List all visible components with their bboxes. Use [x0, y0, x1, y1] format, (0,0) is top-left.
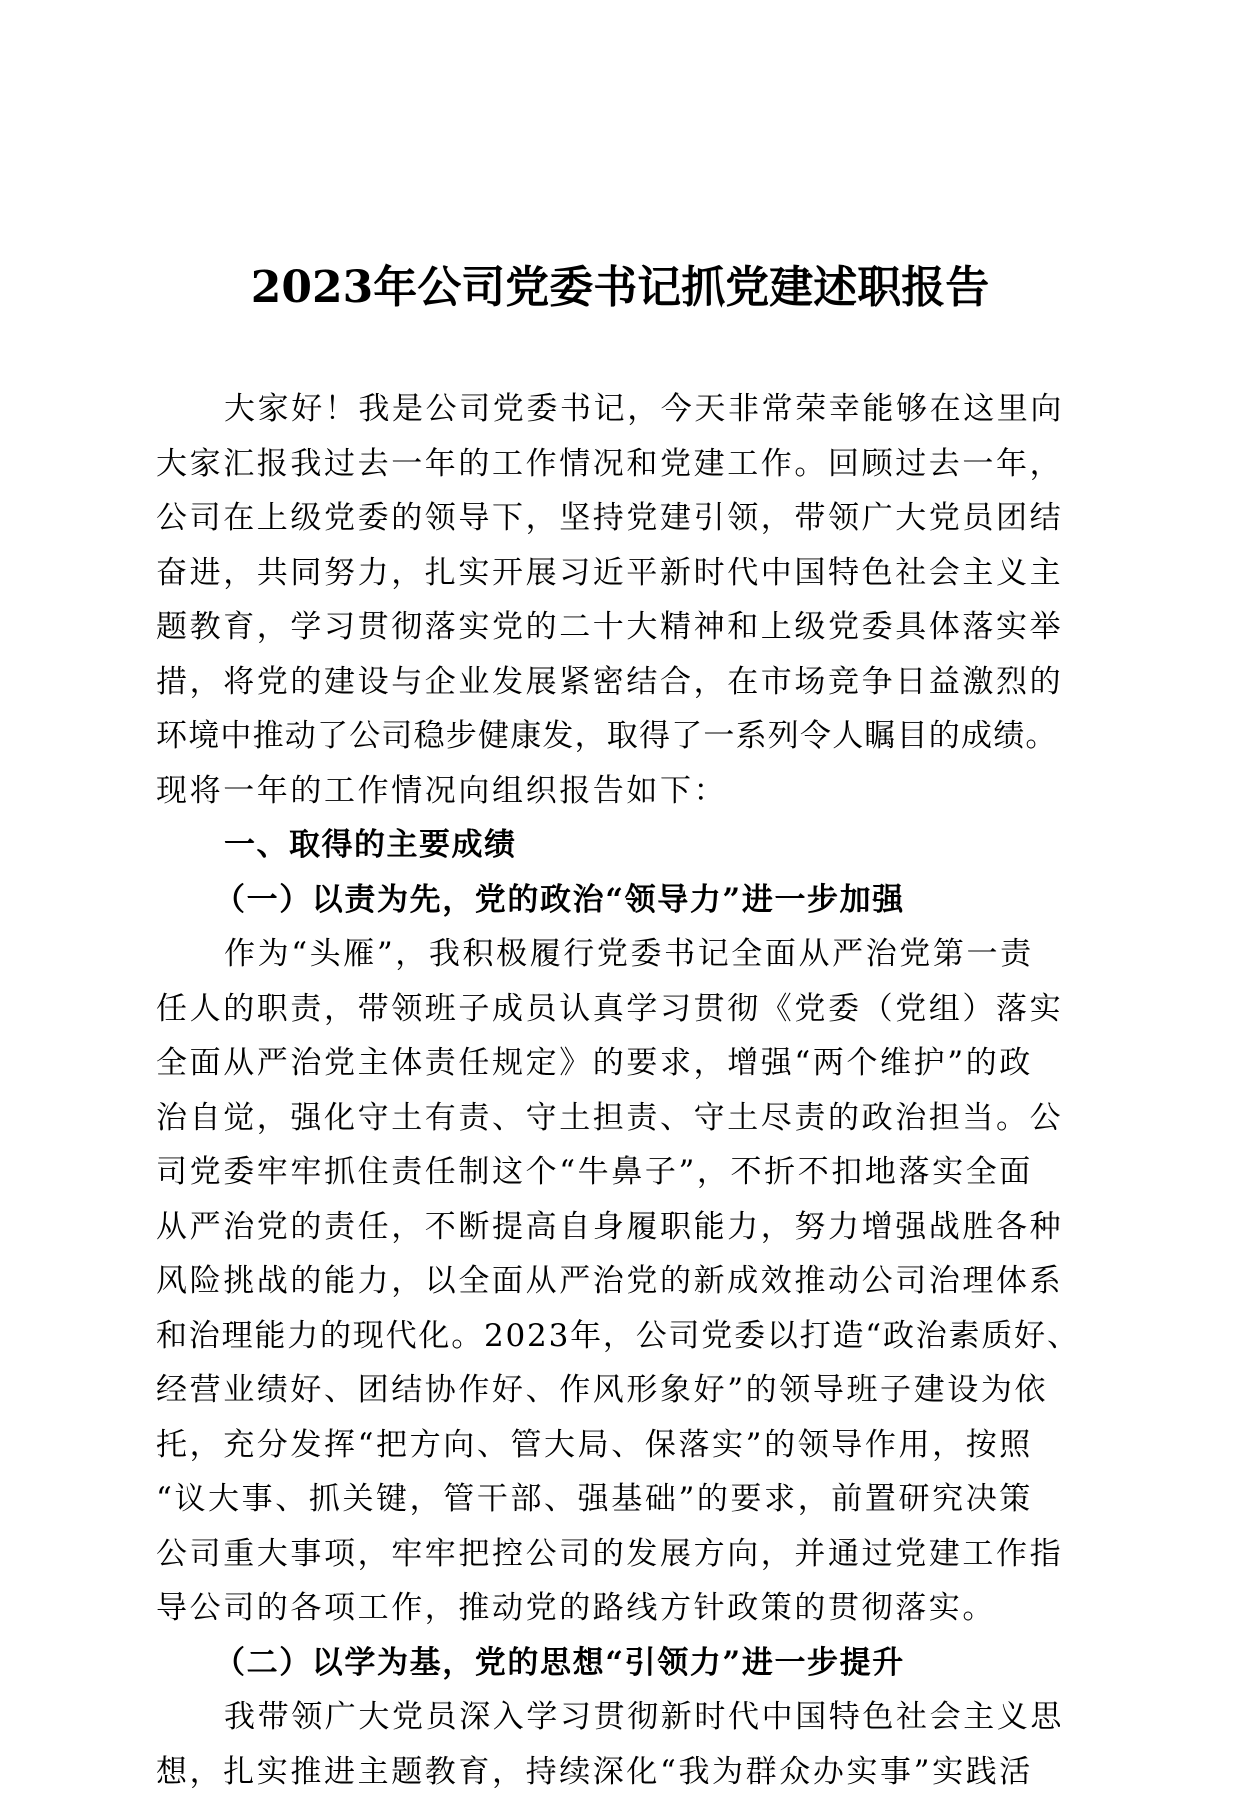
paragraph-line: 导公司的各项工作，推动党的路线方针政策的贯彻落实。 [156, 1581, 1086, 1636]
paragraph-line: 想，扎实推进主题教育，持续深化“我为群众办实事”实践活 [156, 1745, 1086, 1799]
paragraph-line: “议大事、抓关键，管干部、强基础”的要求，前置研究决策 [156, 1472, 1086, 1527]
intro-line: 环境中推动了公司稳步健康发，取得了一系列令人瞩目的成绩。 [156, 709, 1086, 764]
paragraph-line: 任人的职责，带领班子成员认真学习贯彻《党委（党组）落实 [156, 982, 1086, 1037]
section-heading: 一、取得的主要成绩 [156, 818, 1086, 873]
document-title: 2023年公司党委书记抓党建述职报告 [150, 258, 1090, 318]
intro-line: 奋进，共同努力，扎实开展习近平新时代中国特色社会主义主 [156, 546, 1086, 601]
paragraph-line: 治自觉，强化守土有责、守土担责、守土尽责的政治担当。公 [156, 1091, 1086, 1146]
paragraph-line: 司党委牢牢抓住责任制这个“牛鼻子”，不折不扣地落实全面 [156, 1145, 1086, 1200]
intro-line: 措，将党的建设与企业发展紧密结合，在市场竞争日益激烈的 [156, 655, 1086, 710]
paragraph-line: 从严治党的责任，不断提高自身履职能力，努力增强战胜各种 [156, 1200, 1086, 1255]
intro-line: 现将一年的工作情况向组织报告如下： [156, 764, 1086, 819]
paragraph-line: 作为“头雁”，我积极履行党委书记全面从严治党第一责 [156, 927, 1086, 982]
paragraph-line: 全面从严治党主体责任规定》的要求，增强“两个维护”的政 [156, 1036, 1086, 1091]
paragraph-line: 托，充分发挥“把方向、管大局、保落实”的领导作用，按照 [156, 1418, 1086, 1473]
subsection-heading: （二）以学为基，党的思想“引领力”进一步提升 [156, 1636, 1086, 1691]
intro-line: 大家汇报我过去一年的工作情况和党建工作。回顾过去一年， [156, 437, 1086, 492]
paragraph-line: 我带领广大党员深入学习贯彻新时代中国特色社会主义思 [156, 1690, 1086, 1745]
intro-line: 大家好！我是公司党委书记，今天非常荣幸能够在这里向 [156, 382, 1086, 437]
intro-line: 题教育，学习贯彻落实党的二十大精神和上级党委具体落实举 [156, 600, 1086, 655]
subsection-heading: （一）以责为先，党的政治“领导力”进一步加强 [156, 873, 1086, 928]
paragraph-line: 经营业绩好、团结协作好、作风形象好”的领导班子建设为依 [156, 1363, 1086, 1418]
paragraph-line: 公司重大事项，牢牢把控公司的发展方向，并通过党建工作指 [156, 1527, 1086, 1582]
intro-line: 公司在上级党委的领导下，坚持党建引领，带领广大党员团结 [156, 491, 1086, 546]
paragraph-line: 风险挑战的能力，以全面从严治党的新成效推动公司治理体系 [156, 1254, 1086, 1309]
paragraph-line: 和治理能力的现代化。2023年，公司党委以打造“政治素质好、 [156, 1309, 1086, 1364]
document-body [156, 382, 1086, 1799]
